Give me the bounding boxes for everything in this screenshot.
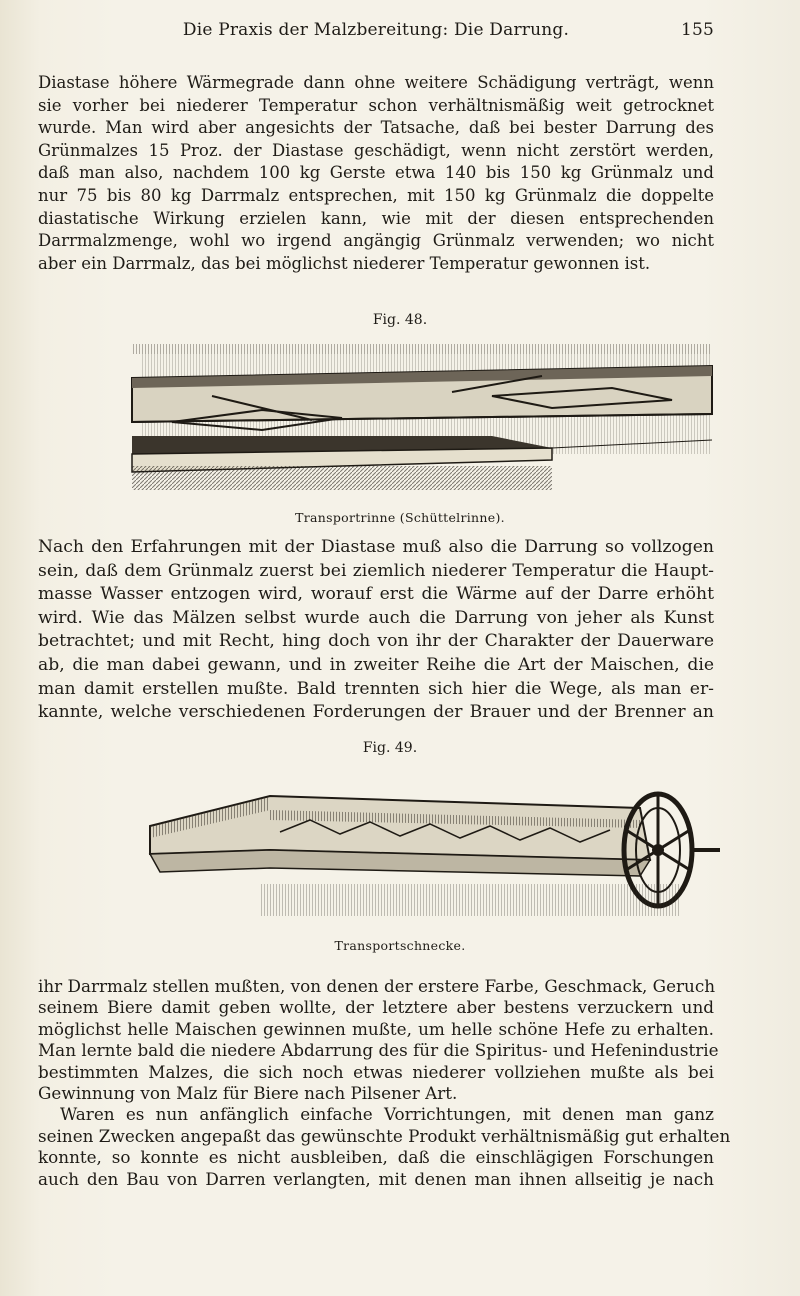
figure-48-label: Fig. 48. <box>372 312 428 328</box>
text-line: diastatische Wirkung erzielen kann, wie mit der diesen entsprechenden <box>38 208 714 228</box>
chapter-title: Die Praxis der Malzbereitung: Die Darrung. <box>182 20 570 40</box>
text-line: nur 75 bis 80 kg Darrmalz entsprechen, mit 150 kg Grünmalz die doppelte <box>38 185 714 205</box>
text-line: wird. Wie das Mälzen selbst wurde auch die Darrung von jeher als Kunst <box>38 607 714 628</box>
text-line: sie vorher bei niederer Temperatur schon verhältnismäßig weit getrocknet <box>38 95 714 115</box>
text-line: daß man also, nachdem 100 kg Gerste etwa 140 bis 150 kg Grünmalz und <box>38 163 714 183</box>
figure-48-transport-trough-illustration <box>112 336 722 500</box>
text-line: möglichst helle Maischen gewinnen mußte, um helle schöne Hefe zu erhalten. <box>38 1018 714 1039</box>
figure-49-caption: Transportschnecke. <box>334 938 466 953</box>
text-line: seinen Zwecken angepaßt das gewünschte Produkt verhältnismäßig gut erhalten <box>38 1125 731 1146</box>
text-line: Man lernte bald die niedere Abdarrung des für die Spiritus- und Hefenindustrie <box>38 1040 719 1061</box>
text-line: Grünmalzes 15 Proz. der Diastase geschädigt, wenn nicht zerstört werden, <box>38 140 714 160</box>
text-line: kannte, welche verschiedenen Forderungen der Brauer und der Brenner an <box>38 702 714 723</box>
text-line: aber ein Darrmalz, das bei möglichst niederer Temperatur gewonnen ist. <box>38 253 651 273</box>
text-line: sein, daß dem Grünmalz zuerst bei ziemlich niederer Temperatur die Haupt- <box>38 560 714 581</box>
figure-48-caption: Transportrinne (Schüttelrinne). <box>295 510 505 525</box>
figure-49-label: Fig. 49. <box>362 740 418 756</box>
page-number: 155 <box>680 20 714 40</box>
paragraph-2 <box>38 536 714 725</box>
text-line: seinem Biere damit geben wollte, der letztere aber bestens verzuckern und <box>38 997 714 1018</box>
text-line: bestimmten Malzes, die sich noch etwas niederer vollziehen mußte als bei <box>38 1061 714 1082</box>
running-head <box>38 20 714 40</box>
text-line: Diastase höhere Wärmegrade dann ohne weitere Schädigung verträgt, wenn <box>38 73 714 92</box>
text-line: wurde. Man wird aber angesichts der Tatsache, daß bei bester Darrung des <box>38 118 714 138</box>
text-line: Nach den Erfahrungen mit der Diastase muß also die Darrung so vollzogen <box>38 537 714 557</box>
text-line: man damit erstellen mußte. Bald trennten sich hier die Wege, als man er- <box>38 678 714 699</box>
text-line: auch den Bau von Darren verlangten, mit denen man ihnen allseitig je nach <box>38 1168 714 1189</box>
paragraph-3 <box>38 976 731 1190</box>
figure-49-transport-screw-illustration <box>120 790 730 922</box>
text-line: masse Wasser entzogen wird, worauf erst die Wärme auf der Darre erhöht <box>38 584 714 605</box>
text-line: ihr Darrmalz stellen mußten, von denen der erstere Farbe, Geschmack, Geruch <box>38 976 716 996</box>
text-line: ab, die man dabei gewann, und in zweiter Reihe die Art der Maischen, die <box>38 654 714 675</box>
text-line: Waren es nun anfänglich einfache Vorrichtungen, mit denen man ganz <box>60 1104 714 1125</box>
text-line: Gewinnung von Malz für Biere nach Pilsener Art. <box>38 1083 458 1104</box>
paragraph-1 <box>38 72 714 275</box>
text-line: Darrmalzmenge, wohl wo irgend angängig Grünmalz verwenden; wo nicht <box>38 231 714 251</box>
text-line: betrachtet; und mit Recht, hing doch von ihr der Charakter der Dauerware <box>38 631 714 652</box>
text-line: konnte, so konnte es nicht ausbleiben, daß die einschlägigen Forschungen <box>38 1147 714 1168</box>
